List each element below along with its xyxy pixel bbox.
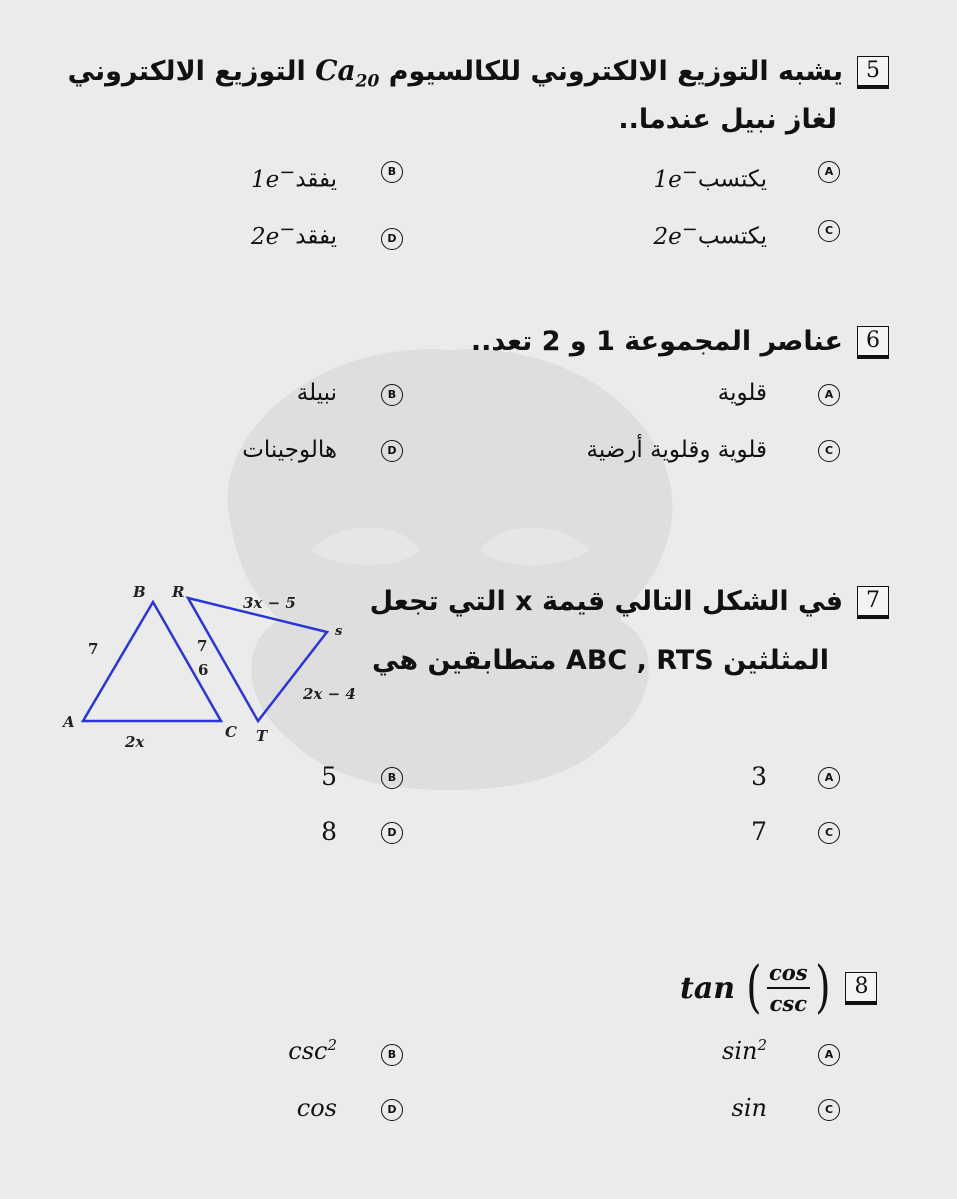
question-5-number: 5 <box>857 56 889 89</box>
side-RS-label: 3x − 5 <box>243 594 296 612</box>
option-letter-B[interactable]: B <box>381 384 403 406</box>
label-A: A <box>63 713 75 731</box>
q5-option-C[interactable]: يكتسب 2e− <box>653 217 767 250</box>
q8-option-A[interactable]: $\sin^2$ <box>722 1036 767 1065</box>
calcium-subscript: 20 <box>355 71 380 92</box>
q5-option-A[interactable]: يكتسب1e− <box>653 160 767 193</box>
q8-option-B[interactable]: $\csc^2$ <box>288 1036 337 1065</box>
q6-option-D[interactable]: هالوجينات <box>242 437 337 463</box>
label-T: T <box>256 727 268 745</box>
option-letter-C[interactable]: C <box>818 440 840 462</box>
question-8-expression: tan ( $\frac{\cos}{\csc}$ ) 8 <box>680 960 877 1016</box>
fraction-numerator: cos <box>767 960 810 989</box>
q8-option-C[interactable]: sin <box>731 1094 767 1122</box>
q6-option-B[interactable]: نبيلة <box>296 380 337 406</box>
question-6-text: عناصر المجموعة 1 و 2 تعد.. <box>470 326 843 357</box>
side-AB-label: 7 <box>88 640 99 658</box>
q8-option-D[interactable]: cos <box>296 1094 337 1122</box>
question-6-number: 6 <box>857 326 889 359</box>
q7-option-D[interactable]: 8 <box>321 817 337 846</box>
label-R: R <box>172 583 185 601</box>
calcium-symbol: Ca <box>315 54 356 87</box>
q5-option-D[interactable]: يفقد2e− <box>250 217 337 250</box>
q5-option-B[interactable]: يفقد1e− <box>250 160 337 193</box>
option-letter-A[interactable]: A <box>818 1044 840 1066</box>
q7-option-B[interactable]: 5 <box>321 762 337 791</box>
question-7-text: في الشكل التالي قيمة x التي تجعل <box>369 586 843 617</box>
option-letter-A[interactable]: A <box>818 161 840 183</box>
option-letter-C[interactable]: C <box>818 822 840 844</box>
option-letter-B[interactable]: B <box>381 1044 403 1066</box>
option-letter-C[interactable]: C <box>818 1099 840 1121</box>
question-7-line2: المثلثين ABC , RTS متطابقين هي <box>372 645 829 676</box>
question-5-line2: لغاز نبيل عندما.. <box>618 104 837 135</box>
side-RT-label: 7 <box>197 637 208 655</box>
option-letter-D[interactable]: D <box>381 1099 403 1121</box>
option-letter-C[interactable]: C <box>818 220 840 242</box>
option-letter-A[interactable]: A <box>818 767 840 789</box>
option-letter-D[interactable]: D <box>381 228 403 250</box>
side-AC-label: 2x <box>125 733 145 751</box>
q6-option-C[interactable]: قلوية وقلوية أرضية <box>586 437 767 463</box>
triangles-figure <box>55 575 375 755</box>
label-C: C <box>225 723 237 741</box>
label-S: s <box>335 624 343 639</box>
question-5-text: يشبه التوزيع الالكتروني للكالسيوم <box>379 56 843 87</box>
option-letter-B[interactable]: B <box>381 161 403 183</box>
tan-function: tan <box>680 970 736 1006</box>
label-B: B <box>133 583 146 601</box>
side-ST-label: 2x − 4 <box>303 685 356 703</box>
q7-option-A[interactable]: 3 <box>751 762 767 791</box>
question-5-text-end: التوزيع الالكتروني <box>67 56 316 87</box>
side-BC-label: 6 <box>198 661 209 679</box>
question-8-number: 8 <box>845 972 877 1005</box>
option-letter-D[interactable]: D <box>381 822 403 844</box>
question-6-line1 <box>471 326 889 359</box>
option-letter-D[interactable]: D <box>381 440 403 462</box>
fraction-denominator: csc <box>769 991 807 1016</box>
option-letter-A[interactable]: A <box>818 384 840 406</box>
question-7-line1 <box>370 586 889 619</box>
question-5-line1 <box>68 54 889 92</box>
q7-option-C[interactable]: 7 <box>751 817 767 846</box>
question-7-number: 7 <box>857 586 889 619</box>
q6-option-A[interactable]: قلوية <box>717 380 767 406</box>
option-letter-B[interactable]: B <box>381 767 403 789</box>
